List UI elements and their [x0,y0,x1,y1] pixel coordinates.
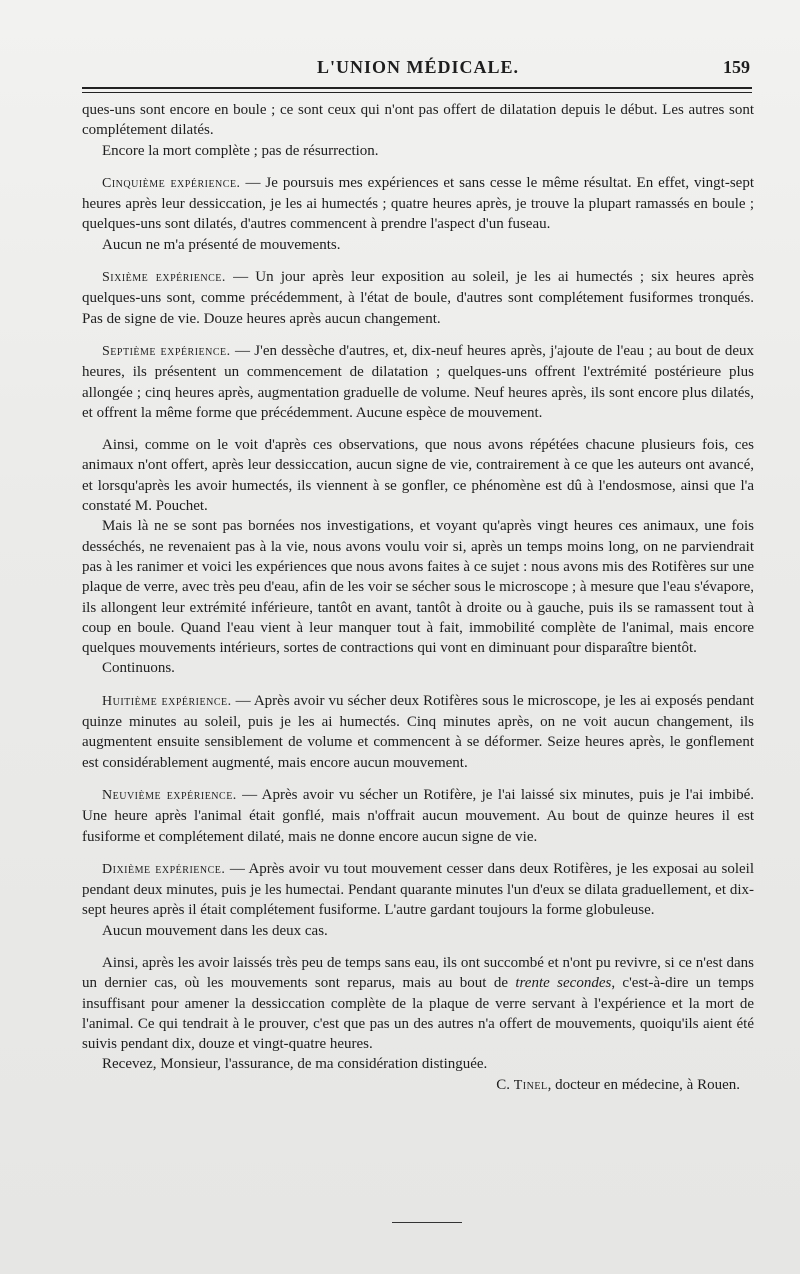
paragraph-text: , c'est-à-dire un temps insuffisant pour amener la dessiccation complète de la plaque de verre servant à l'expérience et la mort de l'animal. Ce qui tendrait à le prouver, c'est que pas un des autres n'a offert de mouvements, quoiqu'ils aient été suivis pendant dix, douze et vingt-quatre heures. [82,975,754,1053]
paragraph: Continuons. [102,660,175,677]
experiment-paragraph [82,859,754,921]
italic-phrase: trente secondes [515,975,612,992]
page-number: 159 [723,57,750,77]
paragraph: Aucun mouvement dans les deux cas. [102,922,328,939]
experiment-text: — J'en dessèche d'autres, et, dix-neuf heures après, j'ajoute de l'eau ; au bout de deux heures, ils présentent un commencement de dilatation ; quelques-uns offrent l'extrémité postérieure plus allongée ; cinq heures après, augmentation graduelle de volume. Neuf heures après, ils sont encore plus dilatés, et offrent la même forme que précédemment. Aucune espèce de mouvement. [82,342,754,421]
experiment-paragraph [82,785,754,847]
paragraph: Ainsi, comme on le voit d'après ces observations, que nous avons répétées chacune plusieurs fois, ces animaux n'ont offert, après leur dessiccation, aucun signe de vie, contrairement à ce que les auteurs ont avancé, et lorsqu'après les avoir humectés, ils viennent à se gonfler, ce phénomène est dû à l'endosmose, ainsi que l'a constaté M. Pouchet. [82,437,754,515]
experiment-paragraph [82,691,754,773]
header-rule-thin [82,92,752,93]
signature-name: Tinel [513,1077,548,1093]
experiment-heading: Huitième expérience. [102,693,232,709]
signature [82,1075,754,1096]
experiment-heading: Cinquième expérience. [102,175,241,191]
closing-salutation: Recevez, Monsieur, l'assurance, de ma considération distinguée. [102,1056,488,1073]
paragraph: Encore la mort complète ; pas de résurrection. [102,142,379,159]
experiment-text: — Je poursuis mes expériences et sans cesse le même résultat. En effet, vingt-sept heures après leur dessiccation, je les ai humectés ; quatre heures après, je trouve la plupart ramassés en boule ; quelques-uns sont dilatés, d'autres commencent à prendre l'aspect d'un fuseau. [82,174,754,233]
experiment-heading: Sixième expérience. [102,270,226,286]
paragraph: Mais là ne se sont pas bornées nos investigations, et voyant qu'après vingt heures ces animaux, une fois desséchés, ne revenaient pas à la vie, nous avons voulu voir si, après un temps moins long, on ne parviendrait pas à les ranimer et voici les expériences que nous avons faites à ce sujet : nous avons mis des Rotifères sur une plaque de verre, avec très peu d'eau, afin de les voir se sécher sous le microscope ; à mesure que l'eau s'évapore, ils allongent leur extrémité inférieure, tantôt en avant, tantôt à droite ou à gauche, puis ils se ramassent tout à coup en boule. Quand l'eau vient à leur manquer tout à fait, immobilité complète de l'animal, mais encore quelques mouvements intérieurs, sortes de contractions qui vont en diminuant pour disparaître bientôt. [82,518,754,657]
article-body [82,100,754,1096]
experiment-heading: Neuvième expérience. [102,787,237,803]
header-rule-thick [82,87,752,89]
signature-initial: C. [496,1076,514,1093]
experiment-heading: Dixième expérience. [102,861,226,877]
experiment-paragraph [82,341,754,423]
experiment-text: — Après avoir vu sécher un Rotifère, je l'ai laissé six minutes, puis je l'ai imbibé. Une heure après l'animal était gonflé, mais n'offrait aucun mouvement. Au bout de quinze heures il est fusiforme et complétement dilaté, mais ne donne encore aucun signe de vie. [82,786,754,845]
experiment-paragraph [82,267,754,329]
experiment-text: — Un jour après leur exposition au soleil, je les ai humectés ; six heures après quelques-uns sont, comme précédemment, à l'état de boule, d'autres sont complétement fusiformes tronqués. Pas de signe de vie. Douze heures après aucun changement. [82,269,755,327]
experiment-text: — Après avoir vu sécher deux Rotifères sous le microscope, je les ai exposés pendant quinze minutes au soleil, puis je les ai humectés. Cinq minutes après, on ne voit aucun changement, ils augmentent ensuite sensiblement de volume et commencent à se déformer. Seize heures après, le gonflement est considérablement augmenté, mais encore aucun mouvement. [82,692,754,771]
paragraph-text: Ainsi, après les avoir laissés très peu de temps sans eau, ils ont succombé et n'ont pu revivre, si ce n'est dans un dernier cas, où les mouvements sont reparus, mais au bout de [82,954,754,992]
experiment-heading: Septième expérience. [102,343,231,359]
footer-rule [392,1222,462,1223]
journal-title: L'UNION MÉDICALE. [316,57,520,77]
experiment-paragraph [82,173,754,235]
paragraph: Aucun ne m'a présenté de mouvements. [102,236,341,253]
signature-title: , docteur en médecine, à Rouen. [547,1076,740,1093]
experiment-text: — Après avoir vu tout mouvement cesser dans deux Rotifères, je les exposai au soleil pendant deux minutes, puis je les humectai. Pendant quarante minutes l'un d'eux se dilata graduellement, et dix-sept heures après il était complétement fusiforme. L'autre gardant toujours la forme globuleuse. [82,860,754,919]
paragraph: ques-uns sont encore en boule ; ce sont ceux qui n'ont pas offert de dilatation depuis le début. Les autres sont complétement dilatés. [82,102,754,139]
running-header [82,57,754,83]
paragraph [82,953,754,1054]
